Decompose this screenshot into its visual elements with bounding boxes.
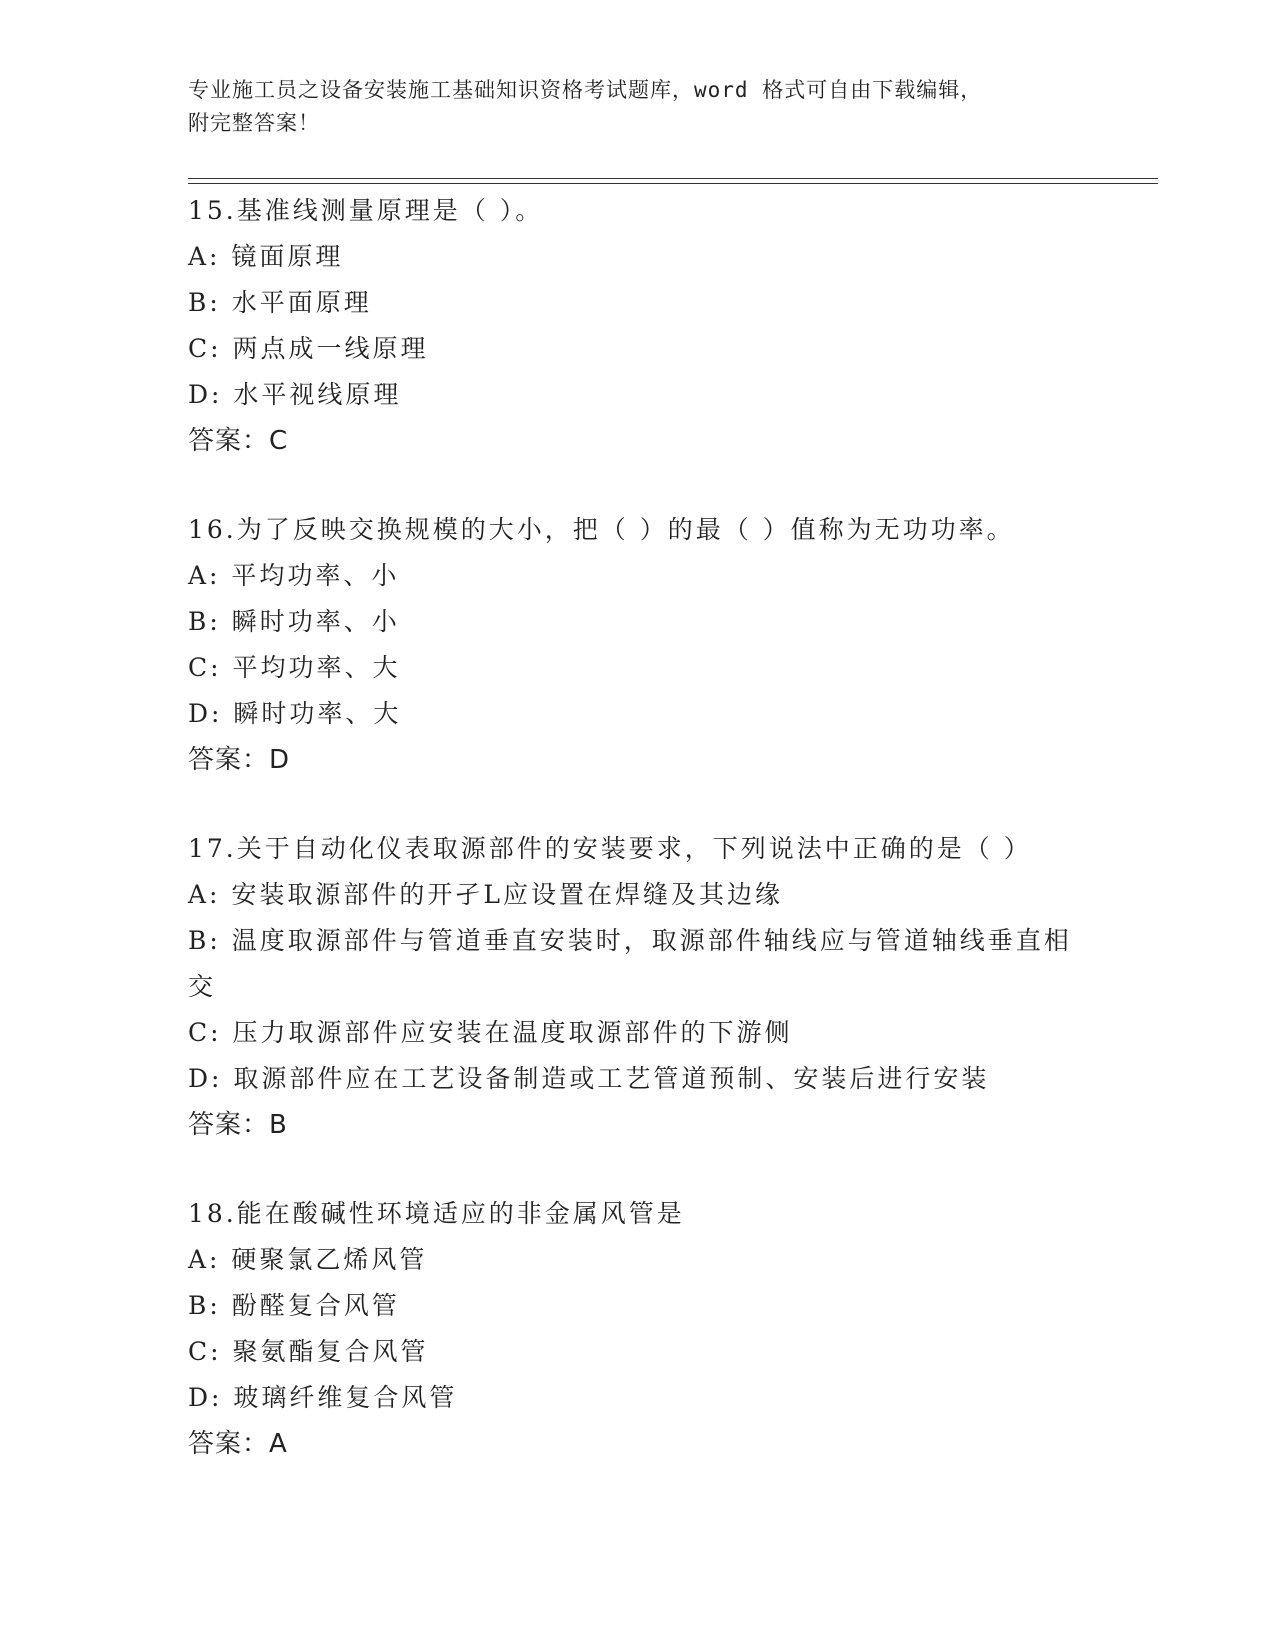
- question-16: [188, 507, 1088, 783]
- option-b: B: 水平面原理: [188, 288, 372, 317]
- answer-line: 答案：B: [188, 1110, 288, 1140]
- header-line-2: 附完整答案！: [188, 111, 320, 135]
- option-d: D: 玻璃纤维复合风管: [188, 1383, 458, 1412]
- option-d: D: 取源部件应在工艺设备制造或工艺管道预制、安装后进行安装: [188, 1064, 990, 1093]
- option-b: B: 酚醛复合风管: [188, 1291, 400, 1320]
- question-stem: 18.能在酸碱性环境适应的非金属风管是: [188, 1199, 685, 1228]
- option-a: A: 平均功率、小: [188, 561, 400, 590]
- answer-line: 答案：C: [188, 426, 289, 456]
- option-c: C: 两点成一线原理: [188, 334, 429, 363]
- option-a: A: 安装取源部件的开孑L应设置在焊缝及其边缘: [188, 880, 784, 909]
- header-divider-bottom: [188, 183, 1158, 184]
- question-stem: 16.为了反映交换规模的大小，把（ ）的最（ ）值称为无功功率。: [188, 515, 1015, 544]
- option-c: C: 平均功率、大: [188, 653, 401, 682]
- option-a: A: 硬聚氯乙烯风管: [188, 1245, 428, 1274]
- option-b: B: 瞬时功率、小: [188, 607, 400, 636]
- answer-line: 答案：D: [188, 745, 291, 775]
- option-c: C: 聚氨酯复合风管: [188, 1337, 429, 1366]
- option-b: B: 温度取源部件与管道垂直安装时，取源部件轴线应与管道轴线垂直相交: [188, 926, 1072, 1001]
- option-d: D: 瞬时功率、大: [188, 699, 402, 728]
- question-15: [188, 188, 1088, 464]
- answer-line: 答案：A: [188, 1429, 288, 1459]
- question-17: [188, 826, 1088, 1148]
- option-c: C: 压力取源部件应安装在温度取源部件的下游侧: [188, 1018, 793, 1047]
- question-stem: 15.基准线测量原理是（ ）。: [188, 196, 544, 225]
- question-stem: 17.关于自动化仪表取源部件的安装要求，下列说法中正确的是（ ）: [188, 834, 1032, 863]
- document-header: [188, 74, 1108, 140]
- header-line-1: 专业施工员之设备安装施工基础知识资格考试题库，word 格式可自由下载编辑，: [188, 78, 983, 102]
- header-divider-top: [188, 178, 1158, 179]
- question-18: [188, 1191, 1088, 1467]
- option-a: A: 镜面原理: [188, 242, 344, 271]
- option-d: D: 水平视线原理: [188, 380, 402, 409]
